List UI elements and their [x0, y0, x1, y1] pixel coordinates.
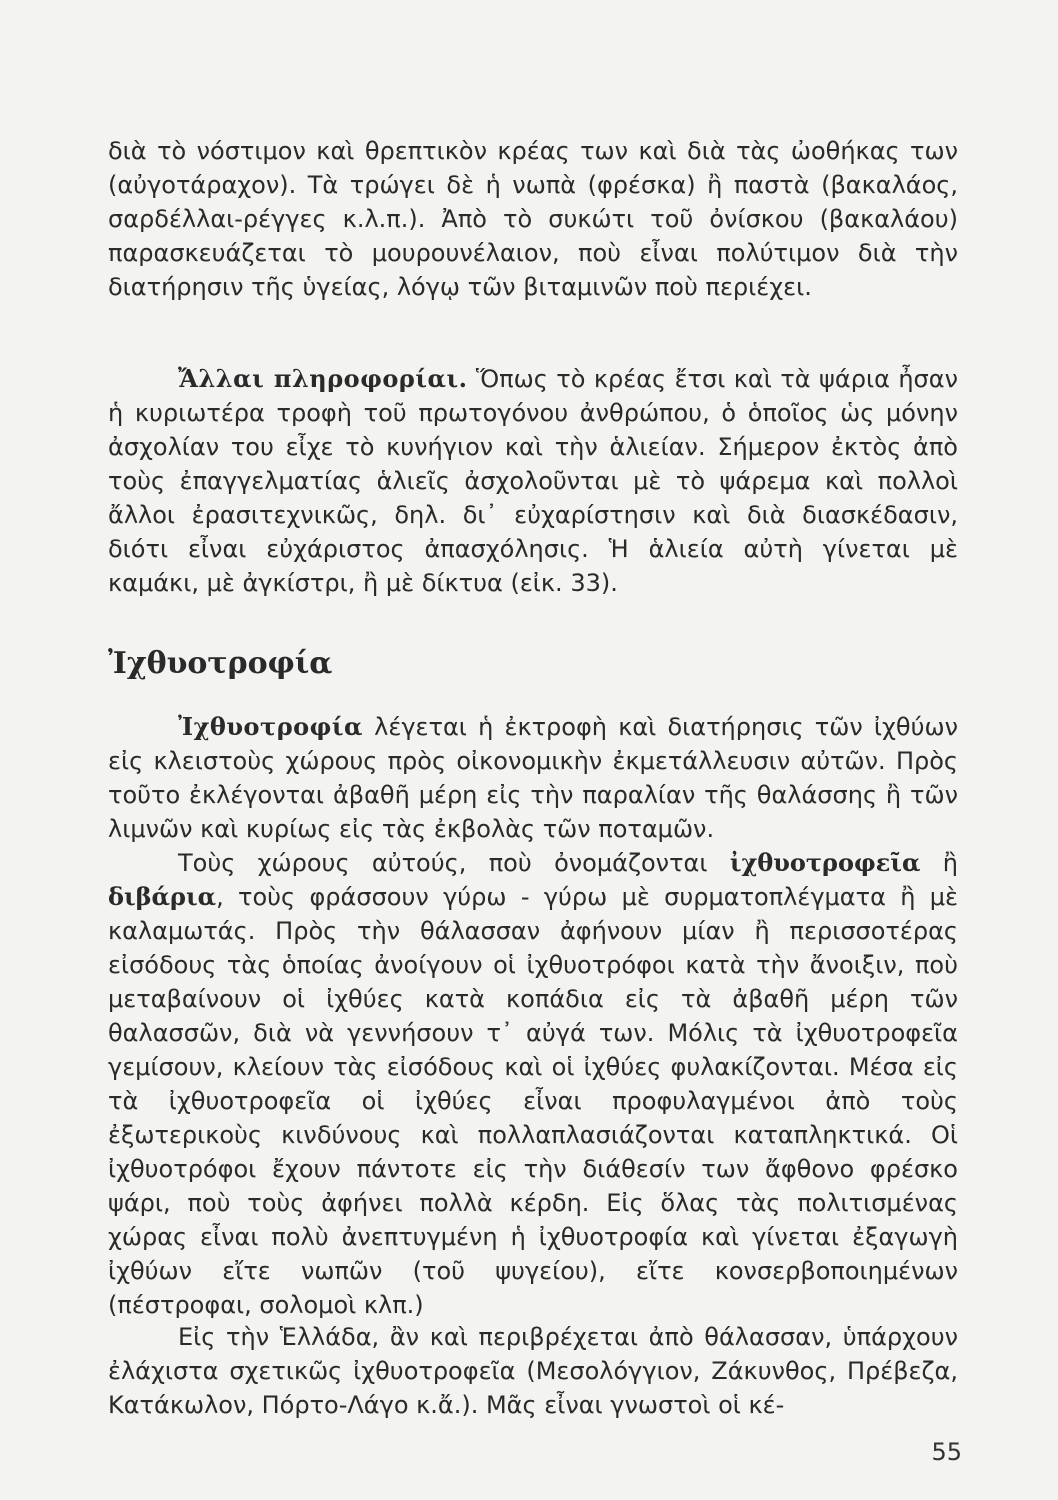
paragraph-lead-other-info: Ἄλλαι πληροφορίαι.: [178, 364, 468, 393]
paragraph-text: λέγεται ἡ ἐκτροφὴ καὶ διατήρησις τῶν ἰχθύων εἰς κλειστοὺς χώρους πρὸς οἰκονομικὴν ἐκμετάλλευσιν αὐτῶν. Πρὸς τοῦτο ἐκλέγονται ἀβαθῆ μέρη εἰς τὴν παραλίαν τῆς θαλάσσης ἢ τῶν λιμνῶν καὶ κυρίως εἰς τὰς ἐκβολὰς τῶν ποταμῶν.: [108, 713, 958, 843]
paragraph-fish-farms: [108, 846, 958, 1322]
term-fish-farms: ἰχθυοτροφεῖα: [729, 848, 921, 877]
term-divaria: διβάρια: [108, 882, 217, 911]
section-heading-fish-farming: Ἰχθυοτροφία: [108, 646, 333, 681]
paragraph-other-info: [108, 362, 958, 600]
paragraph-greece: [108, 1320, 958, 1422]
paragraph-text: διὰ τὸ νόστιμον καὶ θρεπτικὸν κρέας των καὶ διὰ τὰς ὠοθήκας των (αὐγοτάραχον). Τὰ τρώγει δὲ ἡ νωπὰ (φρέσκα) ἢ παστὰ (βακαλάος, σαρδέλλαι-ρέγγες κ.λ.π.). Ἀπὸ τὸ συκώτι τοῦ ὀνίσκου (βακαλάου) παρασκευάζεται τὸ μουρουνέλαιον, ποὺ εἶναι πολύτιμον διὰ τὴν διατήρησιν τῆς ὑγείας, λόγῳ τῶν βιταμινῶν ποὺ περιέχει.: [108, 137, 958, 301]
paragraph-lead-fish-farming: Ἰχθυοτροφία: [178, 712, 363, 741]
paragraph-text: Εἰς τὴν Ἑλλάδα, ἂν καὶ περιβρέχεται ἀπὸ θάλασσαν, ὑπάρχουν ἐλάχιστα σχετικῶς ἰχθυοτροφεῖα (Μεσολόγγιον, Ζάκυνθος, Πρέβεζα, Κατάκωλον, Πόρτο-Λάγο κ.ἄ.). Μᾶς εἶναι γνωστοὶ οἱ κέ-: [108, 1323, 958, 1419]
paragraph-text-part: , τοὺς φράσσουν γύρω - γύρω μὲ συρματοπλέγματα ἢ μὲ καλαμωτάς. Πρὸς τὴν θάλασσαν ἀφήνουν μίαν ἢ περισσοτέρας εἰσόδους τὰς ὁποίας ἀνοίγουν οἱ ἰχθυοτρόφοι κατὰ τὴν ἄνοιξιν, ποὺ μεταβαίνουν οἱ ἰχθύες κατὰ κοπάδια εἰς τὰ ἀβαθῆ μέρη τῶν θαλασσῶν, διὰ νὰ γεννήσουν τ᾽ αὐγά των. Μόλις τὰ ἰχθυοτροφεῖα γεμίσουν, κλείουν τὰς εἰσόδους καὶ οἱ ἰχθύες φυλακίζονται. Μέσα εἰς τὰ ἰχθυοτροφεῖα οἱ ἰχθύες εἶναι προφυλαγμένοι ἀπὸ τοὺς ἐξωτερικοὺς κινδύνους καὶ πολλαπλασιάζονται καταπληκτικά. Οἱ ἰχθυοτρόφοι ἔχουν πάντοτε εἰς τὴν διάθεσίν των ἄφθονο φρέσκο ψάρι, ποὺ τοὺς ἀφήνει πολλὰ κέρδη. Εἰς ὅλας τὰς πολιτισμένας χώρας εἶναι πολὺ ἀνεπτυγμένη ἡ ἰχθυοτροφία καὶ γίνεται ἐξαγωγὴ ἰχθύων εἴτε νωπῶν (τοῦ ψυγείου), εἴτε κονσερβοποιημένων (πέστροφαι, σολομοὶ κλπ.): [108, 883, 958, 1319]
paragraph-text: Ὅπως τὸ κρέας ἔτσι καὶ τὰ ψάρια ἦσαν ἡ κυριωτέρα τροφὴ τοῦ πρωτογόνου ἀνθρώπου, ὁ ὁποῖος ὡς μόνην ἀσχολίαν του εἶχε τὸ κυνήγιον καὶ τὴν ἁλιείαν. Σήμερον ἐκτὸς ἀπὸ τοὺς ἐπαγγελματίας ἁλιεῖς ἀσχολοῦνται μὲ τὸ ψάρεμα καὶ πολλοὶ ἄλλοι ἐρασιτεχνικῶς, δηλ. δι᾽ εὐχαρίστησιν καὶ διὰ διασκέδασιν, διότι εἶναι εὐχάριστος ἀπασχόλησις. Ἡ ἁλιεία αὐτὴ γίνεται μὲ καμάκι, μὲ ἀγκίστρι, ἢ μὲ δίκτυα (εἰκ. 33).: [108, 365, 958, 597]
page-number: 55: [931, 1438, 962, 1466]
paragraph-fish-farming-definition: [108, 710, 958, 846]
paragraph-text-part: Τοὺς χώρους αὐτούς, ποὺ ὀνομάζονται: [178, 849, 730, 877]
paragraph-fish-uses: [108, 134, 958, 304]
paragraph-text-part: ἢ: [920, 849, 958, 877]
